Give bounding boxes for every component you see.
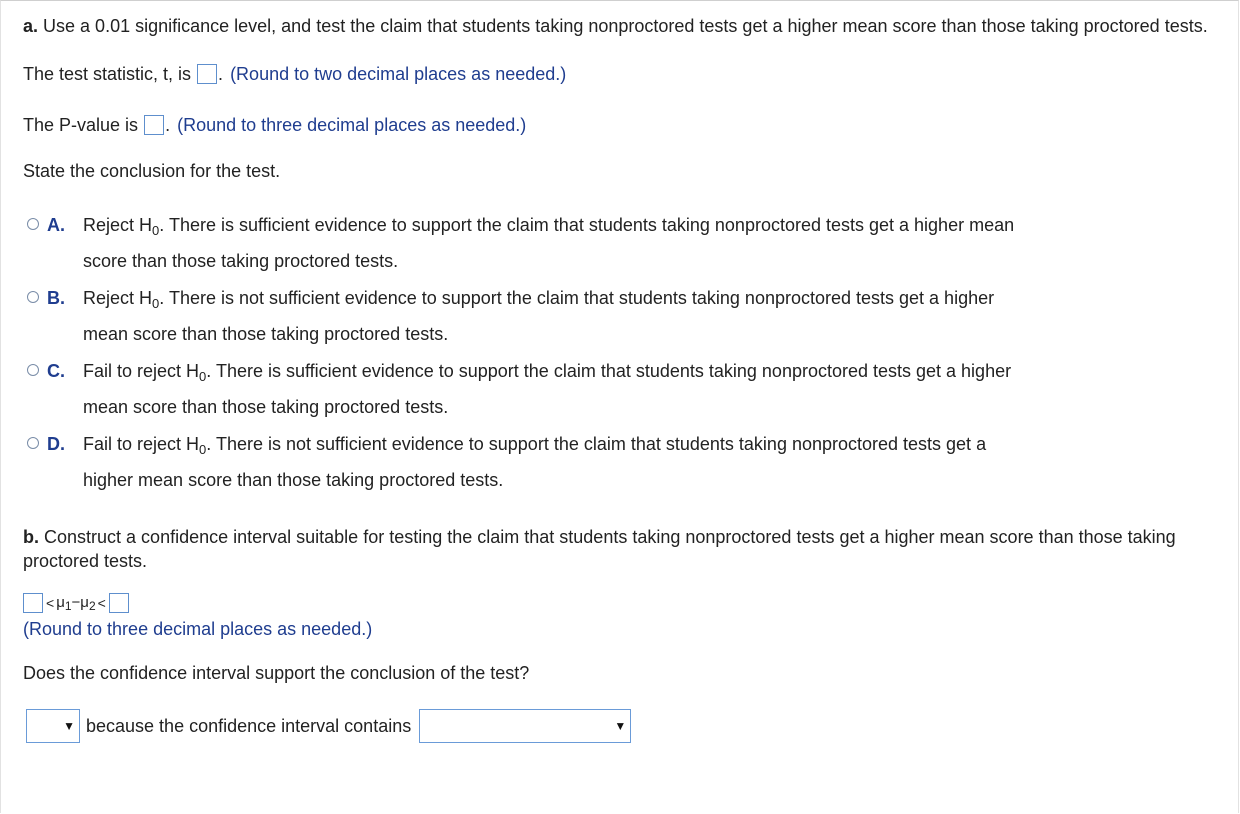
part-b-text: Construct a confidence interval suitable for testing the claim that students taking nonproctored tests get a higher mean score than those taking proctored tests. — [23, 527, 1176, 571]
ci-lt-2: < — [97, 595, 106, 611]
option-d-letter: D. — [47, 434, 65, 454]
option-a-radio[interactable] — [27, 218, 39, 230]
option-c-line2: mean score than those taking proctored tests. — [83, 397, 449, 417]
option-b-line2: mean score than those taking proctored tests. — [83, 324, 449, 344]
support-question-row — [23, 661, 1228, 685]
part-a-label: a. — [23, 16, 39, 36]
dropdown-arrow-icon: ▼ — [63, 719, 75, 733]
ci-mu2: $\mu_2$ — [80, 594, 96, 613]
part-b-label: b. — [23, 527, 39, 547]
ci-upper-input[interactable] — [109, 593, 129, 613]
option-d-radio[interactable] — [27, 437, 39, 449]
support-answer-row — [23, 707, 1228, 745]
test-statistic-prefix: The test statistic, t, is — [23, 64, 192, 84]
test-statistic-suffix: . — [218, 64, 224, 84]
option-c[interactable] — [23, 354, 1228, 424]
option-b[interactable] — [23, 281, 1228, 351]
test-statistic-hint: (Round to two decimal places as needed.) — [230, 64, 567, 84]
option-d-line1: Fail to reject $H_0$. There is not sufficient evidence to support the claim that students taking nonproctored tests get a — [83, 434, 987, 457]
p-value-hint: (Round to three decimal places as needed.) — [177, 115, 527, 135]
option-d[interactable] — [23, 427, 1228, 497]
conclusion-prompt-text: State the conclusion for the test. — [23, 161, 281, 181]
ci-hint: (Round to three decimal places as needed.) — [23, 619, 373, 639]
contains-dropdown[interactable] — [419, 709, 631, 743]
option-a[interactable] — [23, 208, 1228, 278]
part-a-text: Use a 0.01 significance level, and test the claim that students taking nonproctored tests get a higher mean score than those taking proctored tests. — [43, 16, 1208, 36]
option-a-letter: A. — [47, 215, 65, 235]
option-b-radio[interactable] — [27, 291, 39, 303]
support-dropdown[interactable] — [26, 709, 80, 743]
option-a-line1: Reject $H_0$. There is sufficient evidence to support the claim that students taking nonproctored tests get a higher mean — [83, 215, 1015, 238]
conclusion-prompt — [23, 159, 1228, 183]
option-b-line1: Reject $H_0$. There is not sufficient evidence to support the claim that students taking nonproctored tests get a higher — [83, 288, 995, 311]
option-a-line2: score than those taking proctored tests. — [83, 251, 399, 271]
option-d-line2: higher mean score than those taking proctored tests. — [83, 470, 504, 490]
option-b-letter: B. — [47, 288, 65, 308]
ci-hint-row — [23, 617, 1228, 641]
test-statistic-input[interactable] — [197, 64, 217, 84]
ci-mu1: $\mu_1$ — [56, 594, 72, 613]
because-text: because the confidence interval contains — [86, 716, 412, 736]
option-c-letter: C. — [47, 361, 65, 381]
ci-lt-1: < — [46, 595, 55, 611]
option-c-radio[interactable] — [27, 364, 39, 376]
ci-minus: − — [71, 594, 81, 611]
question-content — [23, 14, 1228, 745]
part-a-question — [23, 14, 1228, 38]
option-c-line1: Fail to reject $H_0$. There is sufficient evidence to support the claim that students taking nonproctored tests get a higher — [83, 361, 1012, 384]
test-statistic-row — [23, 62, 1228, 86]
p-value-prefix: The P-value is — [23, 115, 139, 135]
p-value-suffix: . — [165, 115, 171, 135]
ci-lower-input[interactable] — [23, 593, 43, 613]
p-value-input[interactable] — [144, 115, 164, 135]
part-b-question — [23, 525, 1228, 573]
confidence-interval-row — [23, 591, 1228, 615]
support-question: Does the confidence interval support the conclusion of the test? — [23, 663, 530, 683]
conclusion-options — [23, 208, 1228, 497]
dropdown-arrow-icon: ▼ — [614, 719, 627, 733]
p-value-row — [23, 113, 1228, 137]
